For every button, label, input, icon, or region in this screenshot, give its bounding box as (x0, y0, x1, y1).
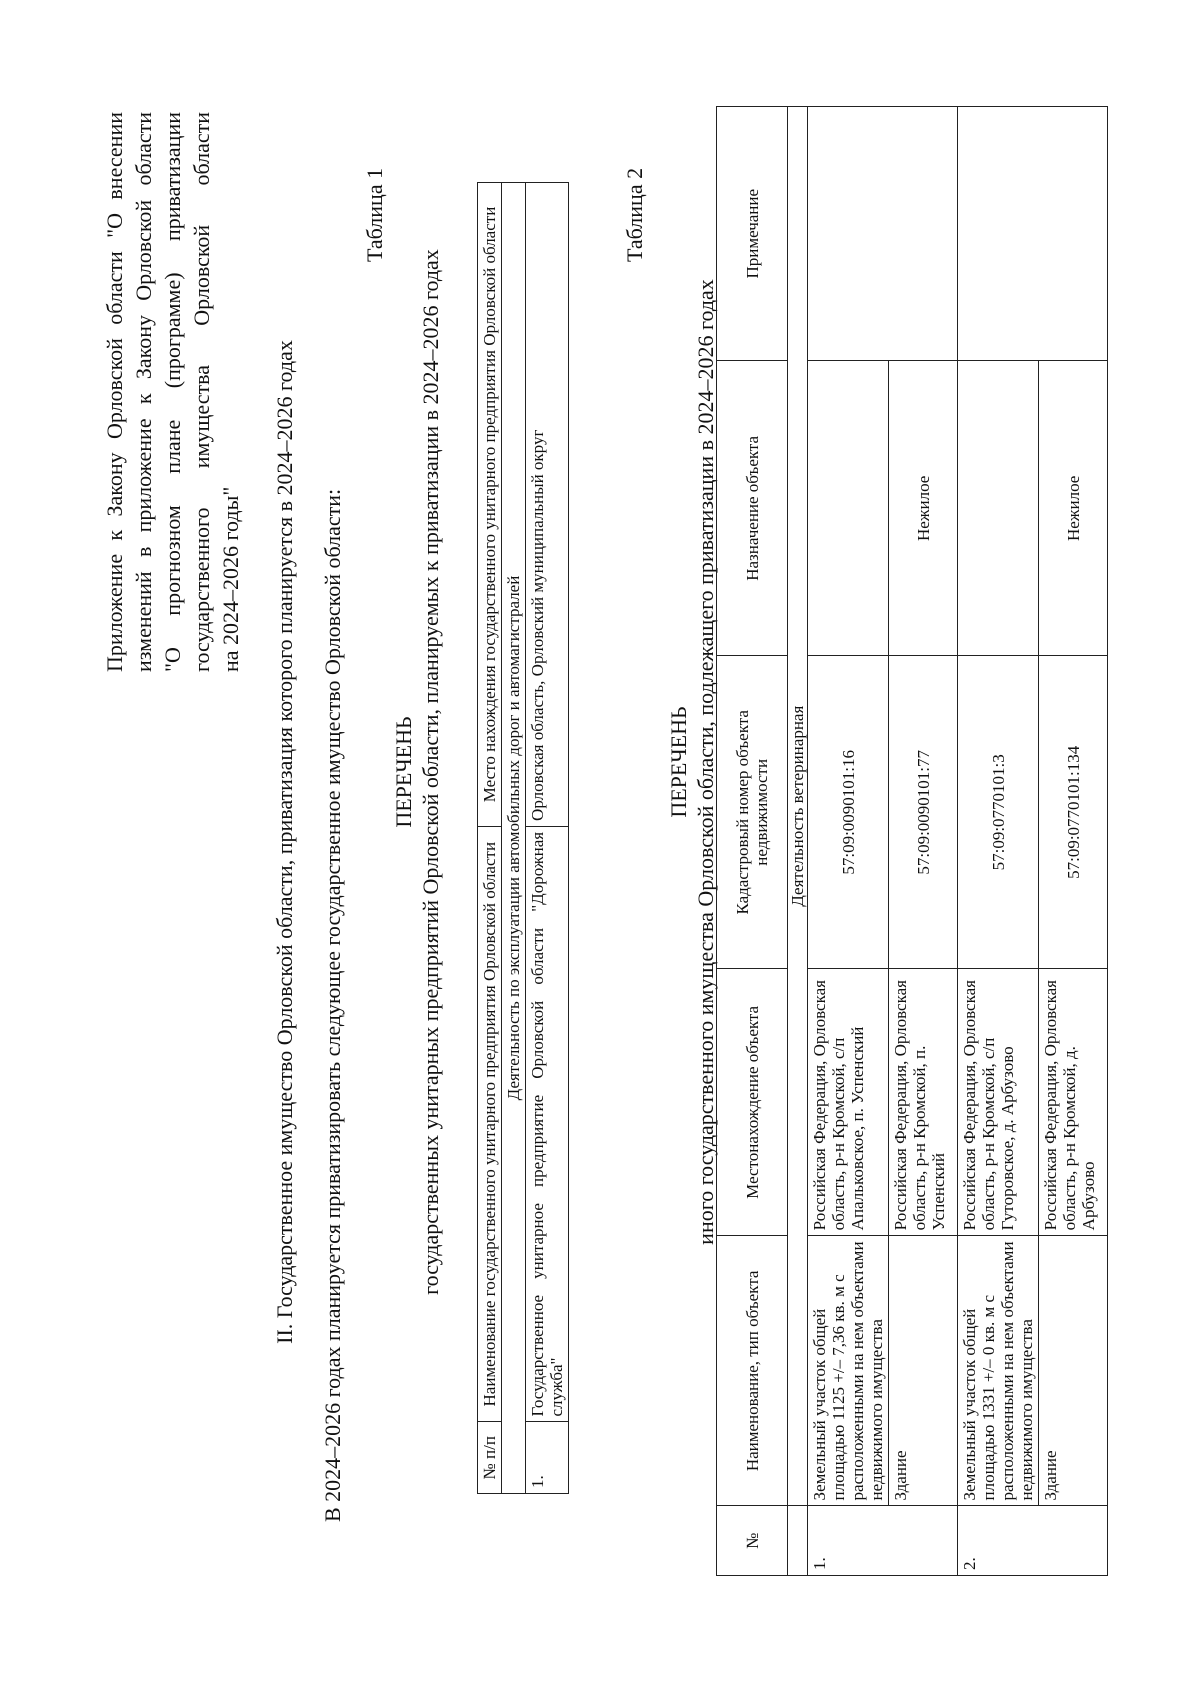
table2-cell-name: Земельный участок общей площадью 1331 +/– 0 кв. м с расположенными на нем объектами недвижимого имущества (958, 1236, 1039, 1506)
table1-title: ПЕРЕЧЕНЬ (391, 716, 416, 828)
table2-cell-note (958, 107, 1108, 361)
table2-cell-location: Российская Федерация, Орловская область, р-н Кромской, с/п Гуторовское, д. Арбузово (958, 969, 1039, 1236)
property-table (716, 106, 1108, 1576)
table1-cell-num: 1. (526, 1422, 569, 1494)
table2-label: Таблица 2 (622, 167, 647, 262)
table2-cell-cadastral: 57:09:0770101:3 (958, 656, 1039, 969)
table1-label: Таблица 1 (362, 167, 387, 262)
table2-cell-name: Здание (1039, 1236, 1108, 1506)
table2-cell-cadastral: 57:09:0090101:16 (808, 656, 889, 969)
table2-header-cadastral: Кадастровый номер объекта недвижимости (717, 656, 788, 969)
table2-cell-purpose: Нежилое (1039, 361, 1108, 656)
header-line: "О прогнозном плане (программе) приватизации (160, 112, 185, 672)
table2-cell-note (808, 107, 958, 361)
table2-cell-cadastral: 57:09:0090101:77 (889, 656, 958, 969)
table1-cell-location: Орловская область, Орловский муниципальный округ (526, 183, 569, 827)
table2-header-location: Местонахождение объекта (717, 969, 788, 1236)
appendix-header (100, 112, 245, 672)
table2-cell-location: Российская Федерация, Орловская область, р-н Кромской, с/п Апальковское, п. Успенский (808, 969, 889, 1236)
table1-heading (390, 172, 444, 1372)
table2-subtitle: иного государственного имущества Орловской области, подлежащего приватизации в 2024–2026 годах (693, 279, 718, 1245)
header-line: Приложение к Закону Орловской области "О внесении (102, 112, 127, 672)
table2-cell-purpose (808, 361, 889, 656)
table2-cell-cadastral: 57:09:0770101:134 (1039, 656, 1108, 969)
table2-header-num: № (717, 1506, 788, 1576)
table2-cell-num: 1. (808, 1506, 958, 1576)
table-row (808, 107, 889, 1576)
table1-cell-name: Государственное унитарное предприятие Орловской области "Дорожная служба" (526, 826, 569, 1422)
table-row (958, 107, 1039, 1576)
table1-header-name: Наименование государственного унитарного предприятия Орловской области (478, 826, 502, 1422)
table2-header-note: Примечание (717, 107, 788, 361)
table1-subtitle: государственных унитарных предприятий Орловской области, планируемых к приватизации в 2024–2026 годах (418, 249, 443, 1295)
table1-header-location: Место нахождения государственного унитарного предприятия Орловской области (478, 183, 502, 827)
table2-cell-name: Здание (889, 1236, 958, 1506)
table2-cell-name: Земельный участок общей площадью 1125 +/– 7,36 кв. м с расположенными на нем объектами недвижимого имущества (808, 1236, 889, 1506)
table2-header-name: Наименование, тип объекта (717, 1236, 788, 1506)
table1-group-row: Деятельность по эксплуатации автомобильных дорог и автомагистралей (502, 183, 526, 1494)
section-title: II. Государственное имущество Орловской области, приватизация которого планируется в 2024–2026 годах (272, 340, 297, 1344)
table2-cell-location: Российская Федерация, Орловская область, р-н Кромской, п. Успенский (889, 969, 958, 1236)
table2-heading (665, 162, 719, 1362)
enterprises-table (477, 182, 569, 1494)
intro-text: В 2024–2026 годах планируется приватизировать следующее государственное имущество Орловской области: (320, 488, 345, 1522)
table2-spacer-cell (788, 1506, 808, 1576)
table2-cell-purpose: Нежилое (889, 361, 958, 656)
table2-cell-location: Российская Федерация, Орловская область, р-н Кромской, д. Арбузово (1039, 969, 1108, 1236)
table1-header-num: № п/п (478, 1422, 502, 1494)
table2-cell-num: 2. (958, 1506, 1108, 1576)
table2-cell-purpose (958, 361, 1039, 656)
header-line: изменений в приложение к Закону Орловской области (131, 112, 156, 672)
table2-group-row: Деятельность ветеринарная (788, 107, 808, 1506)
header-line: государственного имущества Орловской области (189, 112, 214, 672)
header-line: на 2024–2026 годы" (218, 486, 243, 672)
table-row (526, 183, 569, 1494)
table2-title: ПЕРЕЧЕНЬ (666, 706, 691, 818)
table2-header-purpose: Назначение объекта (717, 361, 788, 656)
